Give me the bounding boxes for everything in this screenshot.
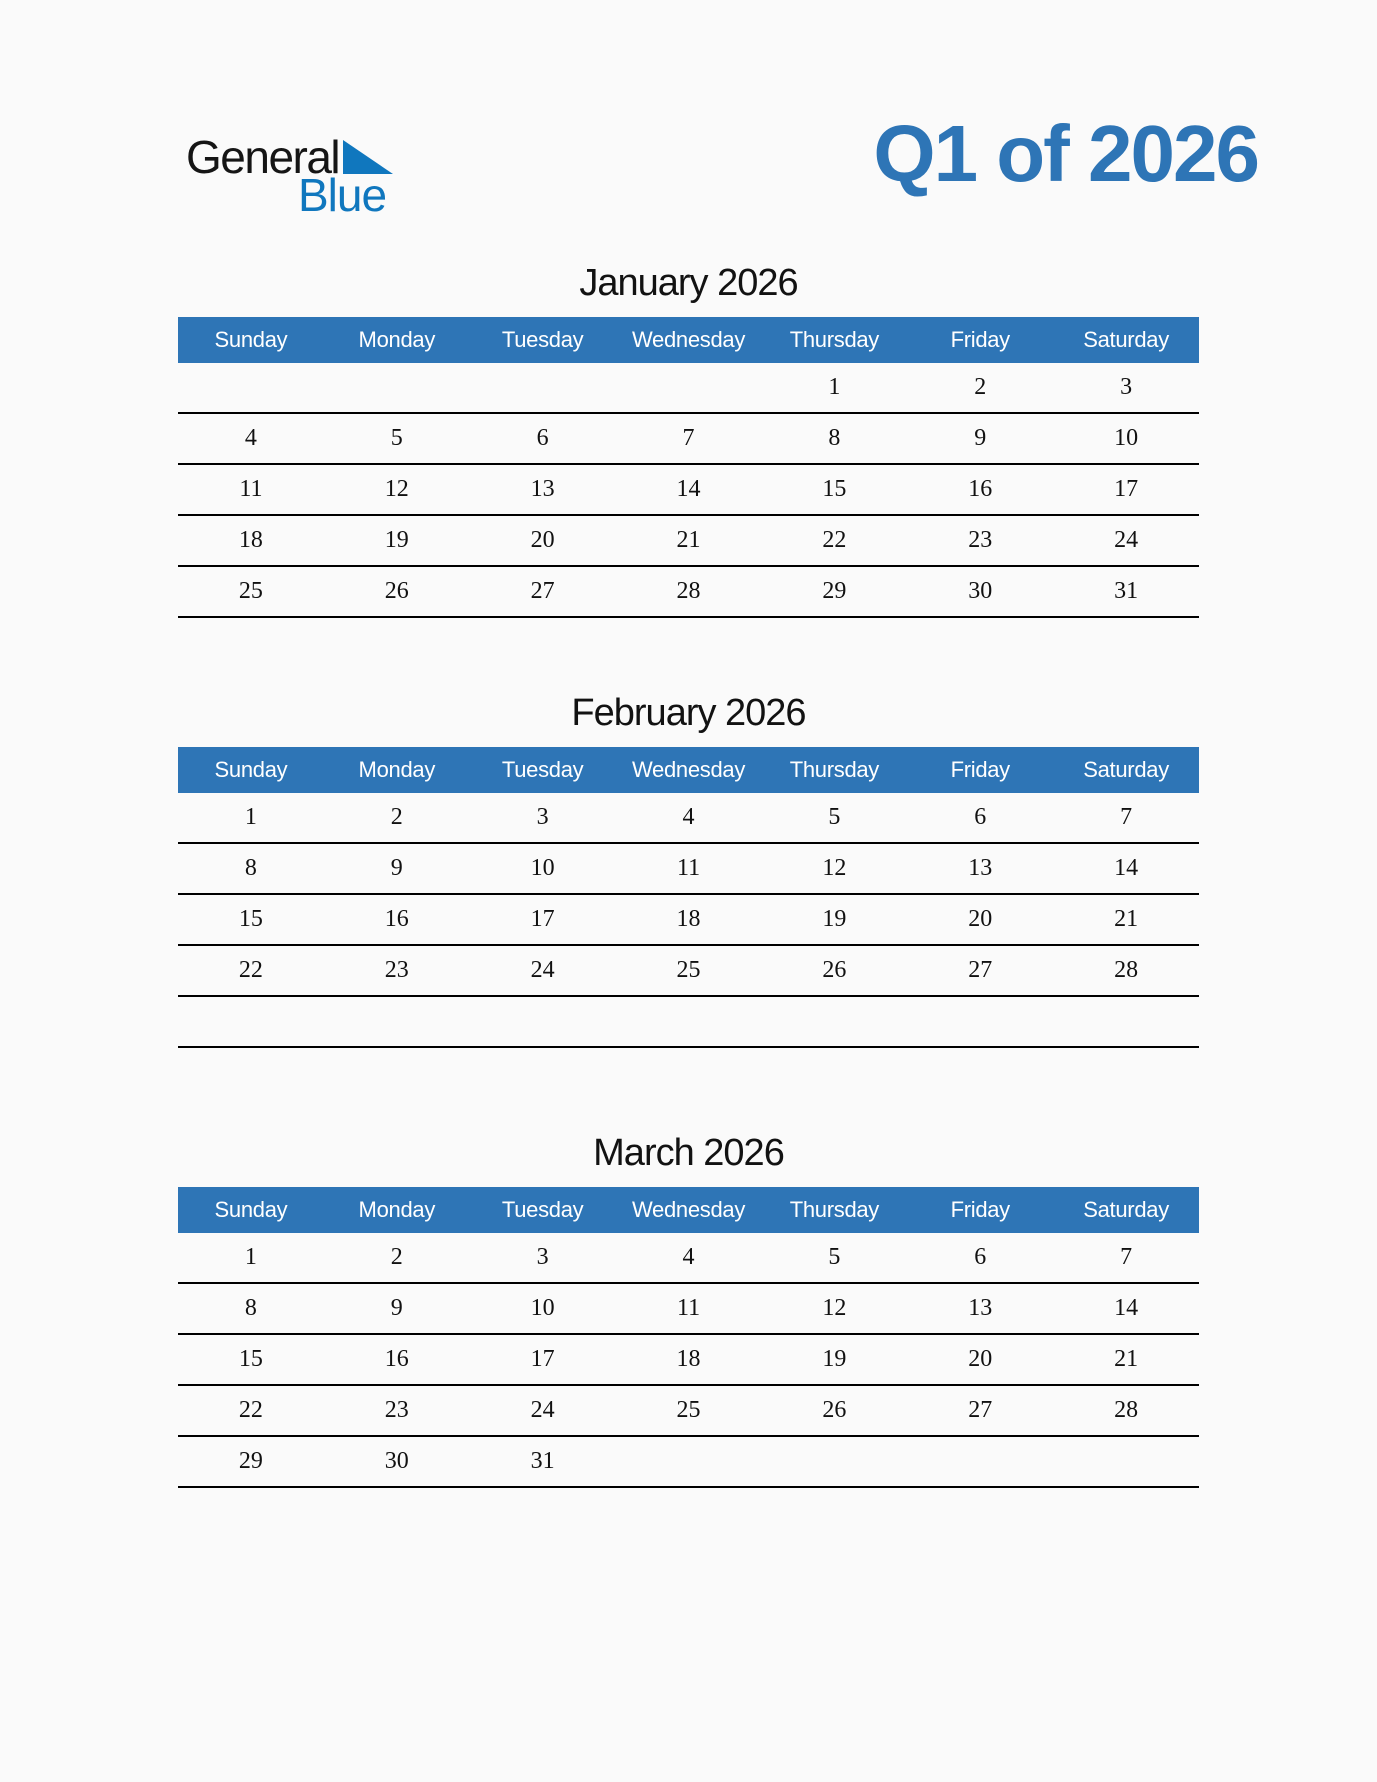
day-cell: 7 <box>682 425 695 451</box>
weekday-header: Saturday <box>1083 327 1169 352</box>
day-cell: 26 <box>822 1397 847 1423</box>
day-cell: 23 <box>384 1397 409 1423</box>
day-cell: 22 <box>238 957 263 983</box>
day-cell: 23 <box>384 957 409 983</box>
week-row <box>178 363 1199 414</box>
weekday-header-row <box>178 1187 1199 1233</box>
weekday-header: Thursday <box>789 327 880 352</box>
day-cell: 10 <box>530 1295 555 1321</box>
weekday-header: Tuesday <box>501 1197 584 1222</box>
day-cell: 8 <box>244 855 257 881</box>
logo-blue-text: Blue <box>298 169 387 221</box>
day-cell: 16 <box>968 476 993 502</box>
weekday-header: Wednesday <box>631 1197 746 1222</box>
day-cell: 18 <box>238 527 263 553</box>
day-cell: 12 <box>822 1295 847 1321</box>
day-cell: 4 <box>682 804 695 830</box>
weekday-header: Thursday <box>789 1197 880 1222</box>
day-cell: 13 <box>530 476 555 502</box>
day-cell: 9 <box>390 855 403 881</box>
month-section-march <box>178 1132 1199 1488</box>
day-cell: 11 <box>676 855 701 881</box>
weekday-header: Thursday <box>789 757 880 782</box>
weekday-header: Saturday <box>1083 757 1169 782</box>
day-cell: 24 <box>1114 527 1139 553</box>
day-cell: 16 <box>384 906 409 932</box>
day-cell: 22 <box>822 527 847 553</box>
day-cell: 1 <box>828 374 841 400</box>
week-row <box>178 1284 1199 1335</box>
day-cell: 22 <box>238 1397 263 1423</box>
day-cell: 30 <box>384 1448 409 1474</box>
month-title: March 2026 <box>593 1132 784 1174</box>
day-cell: 27 <box>530 578 555 604</box>
day-cell: 3 <box>536 1244 549 1270</box>
day-cell: 20 <box>530 527 555 553</box>
day-cell: 5 <box>390 425 403 451</box>
day-cell: 16 <box>384 1346 409 1372</box>
day-cell: 19 <box>384 527 409 553</box>
day-cell: 20 <box>968 906 993 932</box>
day-cell: 28 <box>1114 1397 1139 1423</box>
day-cell: 4 <box>682 1244 695 1270</box>
week-row <box>178 844 1199 895</box>
day-cell: 12 <box>384 476 409 502</box>
day-cell: 8 <box>244 1295 257 1321</box>
weekday-header-row <box>178 317 1199 363</box>
day-cell: 19 <box>822 1346 847 1372</box>
day-cell: 26 <box>822 957 847 983</box>
week-row <box>178 414 1199 465</box>
day-cell: 13 <box>968 1295 993 1321</box>
day-cell: 6 <box>974 1244 987 1270</box>
weekday-header: Friday <box>950 757 1010 782</box>
week-row <box>178 946 1199 997</box>
weekday-header: Monday <box>358 1197 436 1222</box>
quarter-title: Q1 of 2026 <box>873 109 1258 198</box>
day-cell: 25 <box>676 1397 701 1423</box>
day-cell: 11 <box>239 476 263 502</box>
day-cell: 2 <box>390 1244 403 1270</box>
day-cell: 23 <box>968 527 993 553</box>
month-title: January 2026 <box>579 262 798 304</box>
general-blue-logo <box>186 131 416 224</box>
weekday-header: Friday <box>950 327 1010 352</box>
week-row <box>178 793 1199 844</box>
day-cell: 5 <box>828 804 841 830</box>
day-cell: 14 <box>1114 1295 1139 1321</box>
week-row <box>178 567 1199 618</box>
day-cell: 21 <box>1114 1346 1139 1372</box>
day-cell: 1 <box>244 1244 257 1270</box>
day-cell: 21 <box>1114 906 1139 932</box>
day-cell: 10 <box>530 855 555 881</box>
day-cell: 28 <box>676 578 701 604</box>
day-cell: 5 <box>828 1244 841 1270</box>
week-row <box>178 1437 1199 1488</box>
day-cell: 14 <box>676 476 701 502</box>
day-cell: 17 <box>1114 476 1139 502</box>
day-cell: 14 <box>1114 855 1139 881</box>
day-cell: 8 <box>828 425 841 451</box>
day-cell: 18 <box>676 1346 701 1372</box>
day-cell: 26 <box>384 578 409 604</box>
weekday-header: Sunday <box>214 327 288 352</box>
day-cell: 10 <box>1114 425 1139 451</box>
day-cell: 1 <box>244 804 257 830</box>
month-grid <box>178 363 1199 618</box>
month-title: February 2026 <box>571 692 806 734</box>
weekday-header: Monday <box>358 327 436 352</box>
day-cell: 7 <box>1120 804 1133 830</box>
week-row <box>178 997 1199 1048</box>
day-cell: 29 <box>238 1448 263 1474</box>
day-cell: 3 <box>536 804 549 830</box>
week-row <box>178 1386 1199 1437</box>
day-cell: 27 <box>968 1397 993 1423</box>
day-cell: 15 <box>238 906 263 932</box>
month-section-january <box>178 262 1199 618</box>
day-cell: 25 <box>676 957 701 983</box>
weekday-header-row <box>178 747 1199 793</box>
month-grid <box>178 793 1199 1048</box>
day-cell: 25 <box>238 578 263 604</box>
day-cell: 9 <box>974 425 987 451</box>
day-cell: 13 <box>968 855 993 881</box>
day-cell: 18 <box>676 906 701 932</box>
day-cell: 6 <box>974 804 987 830</box>
week-row <box>178 516 1199 567</box>
weekday-header: Wednesday <box>631 757 746 782</box>
day-cell: 6 <box>536 425 549 451</box>
day-cell: 24 <box>530 957 555 983</box>
weekday-header: Saturday <box>1083 1197 1169 1222</box>
logo-general-text: General <box>186 131 340 183</box>
day-cell: 11 <box>676 1295 701 1321</box>
day-cell: 17 <box>530 1346 555 1372</box>
weekday-header: Sunday <box>214 757 288 782</box>
week-row <box>178 465 1199 516</box>
weekday-header: Sunday <box>214 1197 288 1222</box>
weekday-header: Tuesday <box>501 327 584 352</box>
weekday-header: Friday <box>950 1197 1010 1222</box>
day-cell: 29 <box>822 578 847 604</box>
day-cell: 24 <box>530 1397 555 1423</box>
day-cell: 3 <box>1120 374 1133 400</box>
day-cell: 9 <box>390 1295 403 1321</box>
day-cell: 15 <box>238 1346 263 1372</box>
day-cell: 31 <box>1114 578 1139 604</box>
day-cell: 19 <box>822 906 847 932</box>
day-cell: 30 <box>968 578 993 604</box>
day-cell: 15 <box>822 476 847 502</box>
weekday-header: Tuesday <box>501 757 584 782</box>
day-cell: 17 <box>530 906 555 932</box>
week-row <box>178 1335 1199 1386</box>
day-cell: 4 <box>244 425 257 451</box>
month-grid <box>178 1233 1199 1488</box>
day-cell: 21 <box>676 527 701 553</box>
day-cell: 2 <box>390 804 403 830</box>
week-row <box>178 895 1199 946</box>
day-cell: 2 <box>974 374 987 400</box>
day-cell: 12 <box>822 855 847 881</box>
weekday-header: Wednesday <box>631 327 746 352</box>
day-cell: 7 <box>1120 1244 1133 1270</box>
day-cell: 31 <box>530 1448 555 1474</box>
weekday-header: Monday <box>358 757 436 782</box>
day-cell: 28 <box>1114 957 1139 983</box>
day-cell: 27 <box>968 957 993 983</box>
week-row <box>178 1233 1199 1284</box>
day-cell: 20 <box>968 1346 993 1372</box>
month-section-february <box>178 692 1199 1048</box>
